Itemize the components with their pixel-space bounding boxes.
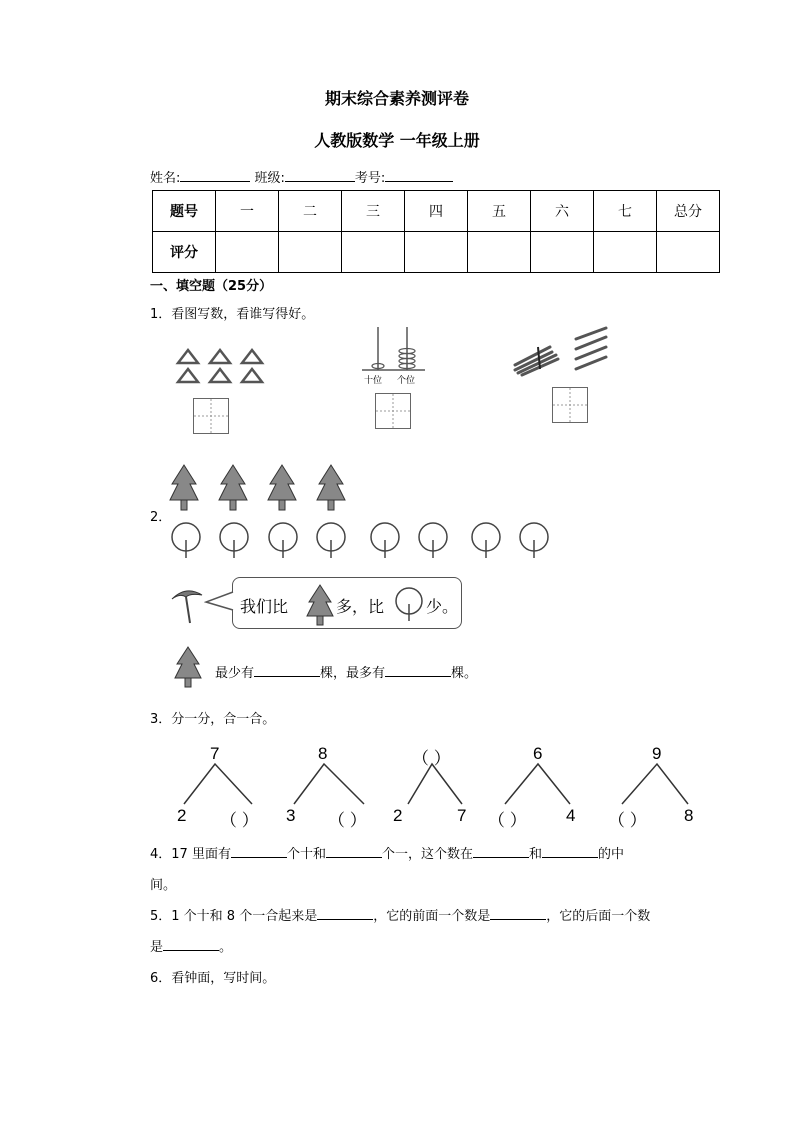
- answer-text: 最少有: [215, 666, 255, 681]
- score-cell[interactable]: [468, 232, 531, 273]
- tree-right-number: 4: [566, 806, 576, 825]
- score-cell[interactable]: [342, 232, 405, 273]
- tens-place-label: 十位: [364, 376, 383, 386]
- speech-bubble-tail: [204, 590, 234, 614]
- score-header: 三: [342, 191, 405, 232]
- answer-blank[interactable]: [542, 845, 598, 858]
- score-cell[interactable]: [405, 232, 468, 273]
- score-cell[interactable]: [594, 232, 657, 273]
- triangles-illustration: [175, 345, 275, 385]
- score-table: [152, 190, 720, 273]
- score-cell[interactable]: [216, 232, 279, 273]
- score-header: 五: [468, 191, 531, 232]
- tree-left-number[interactable]: （ ）: [608, 811, 647, 830]
- tree-top-number: 6: [533, 744, 543, 763]
- question-2-number: 2．: [150, 510, 172, 525]
- question-4-line-2: 间。: [150, 878, 177, 893]
- question-5-line-1: [150, 905, 650, 924]
- exam-subtitle: 人教版数学 一年级上册: [314, 131, 480, 150]
- answer-box[interactable]: [375, 393, 411, 429]
- palm-tree-icon: [168, 585, 208, 625]
- abacus-illustration: [360, 325, 430, 375]
- question-5-text: 。: [219, 940, 233, 955]
- round-tree-icon: [394, 586, 424, 624]
- question-number-label: 题号: [153, 191, 216, 232]
- answer-box[interactable]: [193, 398, 229, 434]
- bubble-text-we-compare: 我们比: [240, 597, 289, 616]
- tree-right-number[interactable]: （ ）: [220, 811, 259, 830]
- answer-blank[interactable]: [163, 938, 219, 951]
- question-5-text: ，它的后面一个数: [546, 909, 651, 924]
- tree-left-number: 3: [286, 806, 296, 825]
- answer-blank[interactable]: [231, 845, 287, 858]
- section-heading: 一、填空题（25分）: [150, 279, 273, 294]
- pine-tree-icon: [174, 645, 202, 689]
- tree-left-number[interactable]: （ ）: [488, 811, 527, 830]
- score-header: 四: [405, 191, 468, 232]
- question-6-text: 6．看钟面，写时间。: [150, 971, 276, 986]
- question-4-line-1: [150, 843, 624, 862]
- question-4-text: 4．17 里面有: [150, 847, 231, 862]
- tree-left-number: 2: [177, 806, 187, 825]
- student-info-line: [150, 167, 453, 186]
- number-bond-lines: [170, 762, 710, 806]
- question-5-text: 5．1 个十和 8 个一合起来是: [150, 909, 318, 924]
- score-header: 二: [279, 191, 342, 232]
- tree-right-number[interactable]: （ ）: [328, 811, 367, 830]
- round-trees-row: [170, 520, 555, 562]
- question-5-text: ，它的前面一个数是: [373, 909, 491, 924]
- tree-top-number: 9: [652, 744, 662, 763]
- tree-right-number: 7: [457, 806, 467, 825]
- tree-right-number: 8: [684, 806, 694, 825]
- tree-left-number: 2: [393, 806, 403, 825]
- answer-box[interactable]: [552, 387, 588, 423]
- score-label: 评分: [153, 232, 216, 273]
- score-table-score-row: [153, 232, 720, 273]
- question-4-text: 和: [528, 847, 542, 862]
- score-header: 六: [531, 191, 594, 232]
- bubble-text-more-than: 多，比: [336, 597, 385, 616]
- score-header: 七: [594, 191, 657, 232]
- answer-blank[interactable]: [473, 845, 529, 858]
- question-1-text: 1．看图写数，看谁写得好。: [150, 307, 315, 322]
- score-table-header-row: [153, 191, 720, 232]
- bubble-text-less: 少。: [426, 597, 459, 616]
- score-header: 一: [216, 191, 279, 232]
- answer-blank[interactable]: [326, 845, 382, 858]
- exam-number-field[interactable]: [385, 169, 453, 182]
- sticks-bundle-illustration: [510, 325, 610, 380]
- name-field[interactable]: [180, 169, 250, 182]
- score-cell[interactable]: [531, 232, 594, 273]
- ones-place-label: 个位: [397, 376, 416, 386]
- exam-number-label: 考号:: [354, 171, 386, 186]
- name-label: 姓名:: [150, 171, 181, 186]
- question-4-text: 个十和: [286, 847, 326, 862]
- answer-blank[interactable]: [490, 907, 546, 920]
- answer-blank[interactable]: [254, 664, 320, 677]
- question-5-line-2: [150, 936, 232, 955]
- answer-text: 棵，最多有: [320, 666, 386, 681]
- score-cell[interactable]: [657, 232, 720, 273]
- exam-title: 期末综合素养测评卷: [324, 89, 469, 108]
- tree-top-number: 7: [210, 744, 220, 763]
- score-header: 总分: [657, 191, 720, 232]
- answer-blank[interactable]: [317, 907, 373, 920]
- pine-tree-icon: [306, 583, 334, 627]
- pine-trees-row: [168, 462, 368, 514]
- question-2-answer-line: [215, 662, 477, 681]
- question-4-text: 的中: [598, 847, 625, 862]
- question-3-text: 3．分一分，合一合。: [150, 712, 276, 727]
- tree-top-number: 8: [318, 744, 328, 763]
- score-cell[interactable]: [279, 232, 342, 273]
- class-label: 班级:: [254, 171, 285, 186]
- question-4-text: 个一，这个数在: [381, 847, 473, 862]
- class-field[interactable]: [285, 169, 355, 182]
- tree-top-number[interactable]: （ ）: [412, 749, 451, 768]
- question-5-text: 是: [150, 940, 164, 955]
- answer-blank[interactable]: [385, 664, 451, 677]
- answer-text: 棵。: [451, 666, 478, 681]
